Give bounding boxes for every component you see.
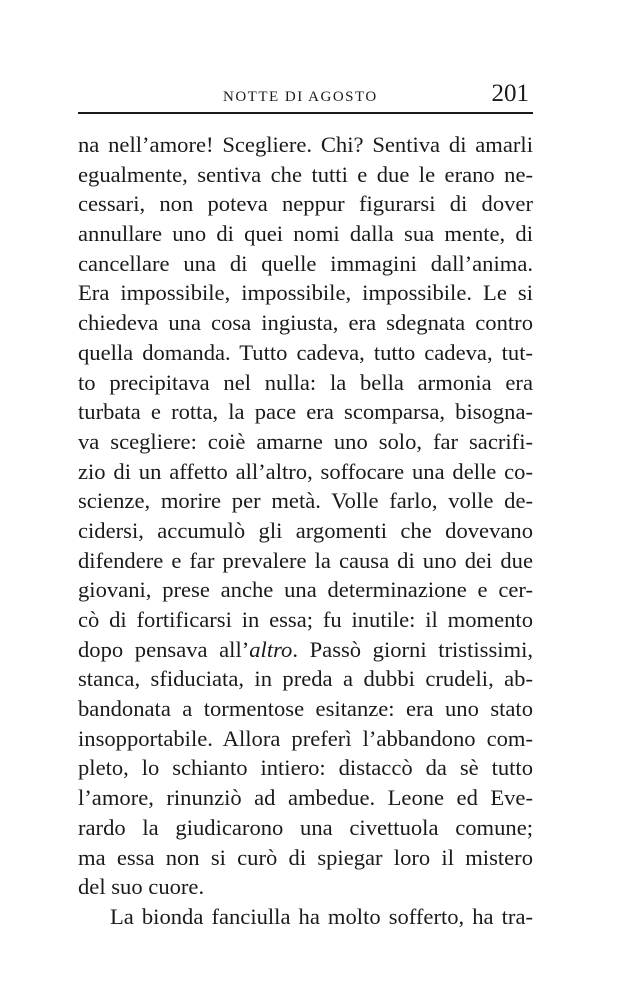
- text-line: bandonata a tormentose esitanze: era uno stato: [78, 696, 533, 722]
- line-18-tail: . Passò giorni tristissimi,: [292, 636, 533, 662]
- text-line: to precipitava nel nulla: la bella armonia era: [78, 369, 533, 395]
- text-line: na nell’amore! Scegliere. Chi? Sentiva di amarli: [78, 132, 533, 157]
- text-line: zio di un affetto all’altro, soffocare una delle co-: [78, 458, 533, 484]
- text-line: scienze, morire per metà. Volle farlo, volle de-: [78, 488, 533, 514]
- running-title: NOTTE DI AGOSTO: [223, 89, 378, 105]
- text-line: chiedeva una cosa ingiusta, era sdegnata contro: [78, 310, 533, 336]
- text-line: quella domanda. Tutto cadeva, tutto cadeva, tut-: [78, 339, 533, 365]
- text-line: giovani, prese anche una determinazione e cer-: [78, 577, 533, 603]
- text-line: Era impossibile, impossibile, impossibile. Le si: [78, 280, 533, 306]
- text-line: egualmente, sentiva che tutti e due le erano ne-: [78, 161, 533, 187]
- text-line: cancellare una di quelle immagini dall’anima.: [78, 250, 533, 276]
- paragraph-start-line: La bionda fanciulla ha molto sofferto, ha tra-: [110, 903, 533, 929]
- text-line: stanca, sfiduciata, in preda a dubbi crudeli, ab-: [78, 666, 533, 692]
- text-line: turbata e rotta, la pace era scomparsa, bisogna-: [78, 399, 533, 425]
- text-line: rardo la giudicarono una civettuola comune;: [78, 814, 533, 840]
- body-text: [78, 130, 533, 932]
- text-line: pleto, lo schianto intiero: distaccò da sè tutto: [78, 755, 533, 781]
- text-line-with-italic: [78, 635, 533, 665]
- paragraph-end-line: del suo cuore.: [78, 874, 205, 900]
- text-line: ma essa non si curò di spiegar loro il mistero: [78, 844, 533, 870]
- text-line: annullare uno di quei nomi dalla sua mente, di: [78, 221, 533, 247]
- text-line: cidersi, accumulò gli argomenti che dovevano: [78, 517, 533, 543]
- text-line: va scegliere: coiè amarne uno solo, far sacrifi-: [78, 428, 533, 454]
- text-line: cessari, non poteva neppur figurarsi di dover: [78, 191, 533, 217]
- line-18-head: dopo pensava all’: [78, 636, 250, 662]
- page-number: 201: [491, 80, 529, 107]
- running-head: [78, 80, 533, 114]
- italic-word: altro: [249, 636, 293, 662]
- text-line: difendere e far prevalere la causa di uno dei due: [78, 547, 533, 573]
- text-line: insopportabile. Allora preferì l’abbandono com-: [78, 725, 533, 751]
- text-line: cò di fortificarsi in essa; fu inutile: il momento: [78, 607, 533, 632]
- text-line: l’amore, rinunziò ad ambedue. Leone ed Eve-: [78, 785, 533, 811]
